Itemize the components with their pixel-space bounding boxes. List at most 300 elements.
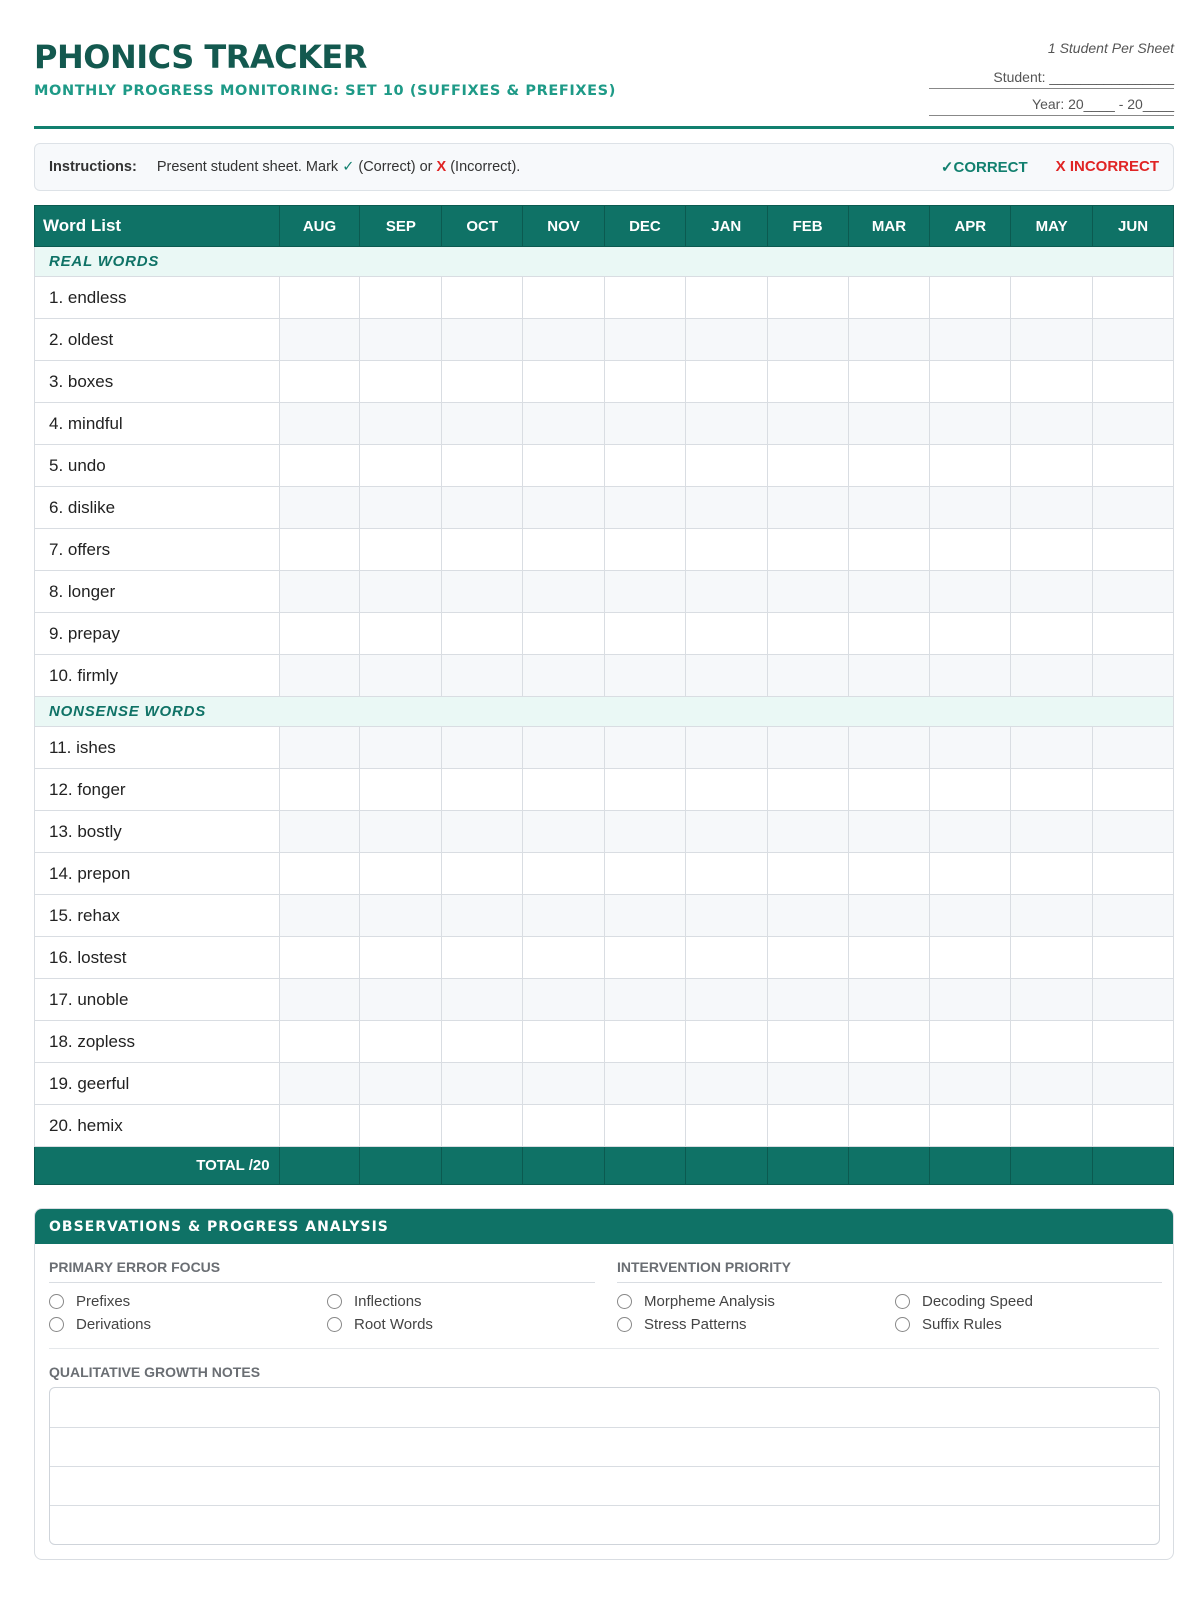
mark-cell-sep[interactable] [360, 571, 442, 613]
mark-cell-may[interactable] [1011, 445, 1093, 487]
table-row [35, 613, 1174, 655]
table-row [35, 1063, 1174, 1105]
mark-cell-aug[interactable] [279, 613, 360, 655]
word-cell: 12. fonger [35, 769, 280, 811]
mark-cell-may[interactable] [1011, 487, 1093, 529]
mark-cell-apr[interactable] [930, 811, 1011, 853]
mark-cell-jun[interactable] [1093, 361, 1174, 403]
mark-cell-aug[interactable] [279, 487, 360, 529]
mark-cell-jan[interactable] [685, 487, 767, 529]
option-label: Stress Patterns [644, 1316, 747, 1333]
table-row [35, 979, 1174, 1021]
month-header-nov: NOV [523, 206, 605, 247]
mark-cell-apr[interactable] [930, 937, 1011, 979]
mark-cell-nov[interactable] [523, 613, 605, 655]
mark-cell-dec[interactable] [604, 403, 685, 445]
mark-cell-mar[interactable] [848, 571, 930, 613]
mark-cell-jun[interactable] [1093, 979, 1174, 1021]
mark-cell-mar[interactable] [848, 361, 930, 403]
mark-cell-may[interactable] [1011, 319, 1093, 361]
option-label: Inflections [354, 1293, 422, 1310]
mark-cell-aug[interactable] [279, 319, 360, 361]
mark-cell-feb[interactable] [767, 613, 848, 655]
mark-cell-jan[interactable] [685, 979, 767, 1021]
mark-cell-dec[interactable] [604, 895, 685, 937]
radio-icon[interactable] [617, 1317, 632, 1332]
table-row [35, 319, 1174, 361]
mark-cell-apr[interactable] [930, 979, 1011, 1021]
mark-cell-mar[interactable] [848, 769, 930, 811]
mark-cell-mar[interactable] [848, 655, 930, 697]
mark-cell-jan[interactable] [685, 571, 767, 613]
mark-cell-nov[interactable] [523, 571, 605, 613]
mark-cell-sep[interactable] [360, 361, 442, 403]
mark-cell-jun[interactable] [1093, 937, 1174, 979]
mark-cell-jun[interactable] [1093, 529, 1174, 571]
mark-cell-mar[interactable] [848, 445, 930, 487]
mark-cell-feb[interactable] [767, 769, 848, 811]
mark-cell-feb[interactable] [767, 487, 848, 529]
mark-cell-mar[interactable] [848, 319, 930, 361]
mark-cell-jun[interactable] [1093, 769, 1174, 811]
mark-cell-apr[interactable] [930, 445, 1011, 487]
mark-cell-dec[interactable] [604, 529, 685, 571]
mark-cell-oct[interactable] [442, 403, 523, 445]
mark-legend [941, 158, 1159, 176]
mark-cell-sep[interactable] [360, 655, 442, 697]
mark-cell-sep[interactable] [360, 613, 442, 655]
table-row [35, 1105, 1174, 1147]
total-cell-mar[interactable] [848, 1147, 930, 1185]
table-row [35, 727, 1174, 769]
mark-cell-apr[interactable] [930, 319, 1011, 361]
mark-cell-mar[interactable] [848, 487, 930, 529]
mark-cell-jan[interactable] [685, 1063, 767, 1105]
mark-cell-nov[interactable] [523, 487, 605, 529]
mark-cell-oct[interactable] [442, 811, 523, 853]
mark-cell-nov[interactable] [523, 979, 605, 1021]
total-cell-feb[interactable] [767, 1147, 848, 1185]
mark-cell-jun[interactable] [1093, 571, 1174, 613]
month-header-may: MAY [1011, 206, 1093, 247]
mark-cell-apr[interactable] [930, 571, 1011, 613]
mark-cell-dec[interactable] [604, 655, 685, 697]
mark-cell-apr[interactable] [930, 895, 1011, 937]
mark-cell-sep[interactable] [360, 487, 442, 529]
mark-cell-apr[interactable] [930, 403, 1011, 445]
mark-cell-feb[interactable] [767, 1021, 848, 1063]
mark-cell-aug[interactable] [279, 361, 360, 403]
mark-cell-oct[interactable] [442, 613, 523, 655]
mark-cell-oct[interactable] [442, 1021, 523, 1063]
mark-cell-oct[interactable] [442, 853, 523, 895]
mark-cell-may[interactable] [1011, 1105, 1093, 1147]
legend-incorrect: X INCORRECT [1055, 158, 1159, 175]
word-cell: 13. bostly [35, 811, 280, 853]
mark-cell-sep[interactable] [360, 769, 442, 811]
mark-cell-jun[interactable] [1093, 811, 1174, 853]
word-cell: 3. boxes [35, 361, 280, 403]
mark-cell-sep[interactable] [360, 445, 442, 487]
mark-cell-feb[interactable] [767, 853, 848, 895]
mark-cell-aug[interactable] [279, 277, 360, 319]
instructions-box [34, 143, 1174, 191]
mark-cell-apr[interactable] [930, 1021, 1011, 1063]
mark-cell-mar[interactable] [848, 811, 930, 853]
mark-cell-aug[interactable] [279, 445, 360, 487]
mark-cell-jun[interactable] [1093, 853, 1174, 895]
mark-cell-mar[interactable] [848, 1021, 930, 1063]
mark-cell-may[interactable] [1011, 403, 1093, 445]
total-cell-jan[interactable] [685, 1147, 767, 1185]
mark-cell-may[interactable] [1011, 571, 1093, 613]
mark-cell-dec[interactable] [604, 445, 685, 487]
mark-cell-mar[interactable] [848, 1063, 930, 1105]
mark-cell-jun[interactable] [1093, 445, 1174, 487]
mark-cell-may[interactable] [1011, 613, 1093, 655]
mark-cell-apr[interactable] [930, 1105, 1011, 1147]
mark-cell-may[interactable] [1011, 1021, 1093, 1063]
mark-cell-jan[interactable] [685, 853, 767, 895]
mark-cell-feb[interactable] [767, 895, 848, 937]
mark-cell-nov[interactable] [523, 1105, 605, 1147]
mark-cell-may[interactable] [1011, 895, 1093, 937]
notes-line [50, 1466, 1159, 1467]
mark-cell-oct[interactable] [442, 655, 523, 697]
total-label: TOTAL /20 [35, 1147, 280, 1185]
mark-cell-dec[interactable] [604, 277, 685, 319]
mark-cell-feb[interactable] [767, 571, 848, 613]
mark-cell-may[interactable] [1011, 361, 1093, 403]
total-cell-sep[interactable] [360, 1147, 442, 1185]
mark-cell-mar[interactable] [848, 613, 930, 655]
mark-cell-nov[interactable] [523, 895, 605, 937]
mark-cell-dec[interactable] [604, 1021, 685, 1063]
word-cell: 20. hemix [35, 1105, 280, 1147]
table-row [35, 895, 1174, 937]
mark-cell-dec[interactable] [604, 979, 685, 1021]
mark-cell-feb[interactable] [767, 1105, 848, 1147]
mark-cell-jan[interactable] [685, 277, 767, 319]
page-title: PHONICS TRACKER [34, 38, 367, 76]
table-row [35, 487, 1174, 529]
mark-cell-nov[interactable] [523, 937, 605, 979]
mark-cell-apr[interactable] [930, 853, 1011, 895]
mark-cell-jun[interactable] [1093, 613, 1174, 655]
mark-cell-jun[interactable] [1093, 1105, 1174, 1147]
mark-cell-dec[interactable] [604, 853, 685, 895]
mark-cell-oct[interactable] [442, 979, 523, 1021]
mark-cell-may[interactable] [1011, 979, 1093, 1021]
mark-cell-feb[interactable] [767, 403, 848, 445]
notes-line [50, 1427, 1159, 1428]
mark-cell-oct[interactable] [442, 277, 523, 319]
mark-cell-nov[interactable] [523, 319, 605, 361]
mark-cell-feb[interactable] [767, 655, 848, 697]
mark-cell-may[interactable] [1011, 277, 1093, 319]
mark-cell-sep[interactable] [360, 853, 442, 895]
mark-cell-may[interactable] [1011, 727, 1093, 769]
mark-cell-oct[interactable] [442, 361, 523, 403]
mark-cell-jan[interactable] [685, 445, 767, 487]
mark-cell-feb[interactable] [767, 1063, 848, 1105]
mark-cell-may[interactable] [1011, 811, 1093, 853]
mark-cell-may[interactable] [1011, 769, 1093, 811]
word-cell: 6. dislike [35, 487, 280, 529]
mark-cell-feb[interactable] [767, 529, 848, 571]
mark-cell-sep[interactable] [360, 403, 442, 445]
mark-cell-aug[interactable] [279, 571, 360, 613]
mark-cell-oct[interactable] [442, 769, 523, 811]
mark-cell-nov[interactable] [523, 811, 605, 853]
mark-cell-dec[interactable] [604, 727, 685, 769]
mark-cell-sep[interactable] [360, 1105, 442, 1147]
mark-cell-jan[interactable] [685, 319, 767, 361]
mark-cell-sep[interactable] [360, 277, 442, 319]
radio-icon[interactable] [49, 1317, 64, 1332]
month-header-dec: DEC [604, 206, 685, 247]
mark-cell-sep[interactable] [360, 937, 442, 979]
option-prefixes[interactable] [49, 1293, 327, 1310]
option-suffix-rules[interactable] [895, 1316, 1165, 1333]
mark-cell-aug[interactable] [279, 1063, 360, 1105]
mark-cell-dec[interactable] [604, 1063, 685, 1105]
mark-cell-jun[interactable] [1093, 1021, 1174, 1063]
radio-icon[interactable] [49, 1294, 64, 1309]
mark-cell-sep[interactable] [360, 1063, 442, 1105]
student-name-field[interactable]: Student: ________________ [929, 62, 1174, 89]
mark-cell-aug[interactable] [279, 769, 360, 811]
word-cell: 16. lostest [35, 937, 280, 979]
table-row [35, 853, 1174, 895]
notes-line [50, 1505, 1159, 1506]
check-mark-icon: ✓ [342, 159, 355, 175]
section-label: REAL WORDS [35, 247, 1174, 277]
mark-cell-jun[interactable] [1093, 1063, 1174, 1105]
section-row [35, 697, 1174, 727]
total-cell-apr[interactable] [930, 1147, 1011, 1185]
mark-cell-dec[interactable] [604, 319, 685, 361]
table-row [35, 811, 1174, 853]
mark-cell-dec[interactable] [604, 1105, 685, 1147]
mark-cell-aug[interactable] [279, 529, 360, 571]
mark-cell-aug[interactable] [279, 1105, 360, 1147]
mark-cell-apr[interactable] [930, 529, 1011, 571]
mark-cell-jan[interactable] [685, 811, 767, 853]
table-header-row [35, 206, 1174, 247]
mark-cell-dec[interactable] [604, 571, 685, 613]
total-cell-dec[interactable] [604, 1147, 685, 1185]
mark-cell-mar[interactable] [848, 853, 930, 895]
mark-cell-mar[interactable] [848, 403, 930, 445]
option-root-words[interactable] [327, 1316, 597, 1333]
observations-panel [34, 1208, 1174, 1560]
mark-cell-jan[interactable] [685, 769, 767, 811]
mark-cell-nov[interactable] [523, 445, 605, 487]
mark-cell-aug[interactable] [279, 895, 360, 937]
mark-cell-feb[interactable] [767, 319, 848, 361]
mark-cell-oct[interactable] [442, 727, 523, 769]
page-subtitle: MONTHLY PROGRESS MONITORING: SET 10 (SUFFIXES & PREFIXES) [34, 83, 616, 99]
mark-cell-oct[interactable] [442, 937, 523, 979]
mark-cell-oct[interactable] [442, 529, 523, 571]
mark-cell-sep[interactable] [360, 895, 442, 937]
option-label: Prefixes [76, 1293, 131, 1310]
mark-cell-nov[interactable] [523, 655, 605, 697]
month-header-jan: JAN [685, 206, 767, 247]
mark-cell-sep[interactable] [360, 1021, 442, 1063]
word-cell: 10. firmly [35, 655, 280, 697]
mark-cell-nov[interactable] [523, 1063, 605, 1105]
mark-cell-apr[interactable] [930, 277, 1011, 319]
mark-cell-jan[interactable] [685, 895, 767, 937]
month-header-sep: SEP [360, 206, 442, 247]
mark-cell-sep[interactable] [360, 529, 442, 571]
mark-cell-oct[interactable] [442, 319, 523, 361]
mark-cell-mar[interactable] [848, 529, 930, 571]
mark-cell-oct[interactable] [442, 571, 523, 613]
mark-cell-oct[interactable] [442, 895, 523, 937]
mark-cell-feb[interactable] [767, 361, 848, 403]
mark-cell-jan[interactable] [685, 1105, 767, 1147]
mark-cell-nov[interactable] [523, 361, 605, 403]
mark-cell-apr[interactable] [930, 361, 1011, 403]
option-label: Root Words [354, 1316, 433, 1333]
per-sheet-note: 1 Student Per Sheet [1047, 40, 1174, 56]
mark-cell-aug[interactable] [279, 811, 360, 853]
mark-cell-sep[interactable] [360, 811, 442, 853]
mark-cell-jan[interactable] [685, 403, 767, 445]
mark-cell-jun[interactable] [1093, 487, 1174, 529]
mark-cell-mar[interactable] [848, 937, 930, 979]
mark-cell-oct[interactable] [442, 1063, 523, 1105]
mark-cell-jan[interactable] [685, 655, 767, 697]
option-morpheme-analysis[interactable] [617, 1293, 895, 1310]
mark-cell-sep[interactable] [360, 727, 442, 769]
mark-cell-feb[interactable] [767, 979, 848, 1021]
radio-icon[interactable] [327, 1317, 342, 1332]
mark-cell-aug[interactable] [279, 937, 360, 979]
mark-cell-oct[interactable] [442, 445, 523, 487]
mark-cell-apr[interactable] [930, 1063, 1011, 1105]
option-decoding-speed[interactable] [895, 1293, 1165, 1310]
mark-cell-mar[interactable] [848, 727, 930, 769]
mark-cell-jan[interactable] [685, 1021, 767, 1063]
mark-cell-jun[interactable] [1093, 895, 1174, 937]
mark-cell-dec[interactable] [604, 361, 685, 403]
mark-cell-jun[interactable] [1093, 277, 1174, 319]
mark-cell-jan[interactable] [685, 937, 767, 979]
radio-icon[interactable] [327, 1294, 342, 1309]
table-row [35, 571, 1174, 613]
mark-cell-may[interactable] [1011, 937, 1093, 979]
mark-cell-jun[interactable] [1093, 403, 1174, 445]
mark-cell-aug[interactable] [279, 727, 360, 769]
mark-cell-oct[interactable] [442, 1105, 523, 1147]
mark-cell-dec[interactable] [604, 487, 685, 529]
mark-cell-may[interactable] [1011, 655, 1093, 697]
intervention-label: INTERVENTION PRIORITY [617, 1259, 1162, 1283]
total-cell-jun[interactable] [1093, 1147, 1174, 1185]
mark-cell-apr[interactable] [930, 769, 1011, 811]
mark-cell-mar[interactable] [848, 1105, 930, 1147]
option-inflections[interactable] [327, 1293, 597, 1310]
mark-cell-nov[interactable] [523, 529, 605, 571]
total-cell-may[interactable] [1011, 1147, 1093, 1185]
mark-cell-nov[interactable] [523, 727, 605, 769]
mark-cell-may[interactable] [1011, 1063, 1093, 1105]
mark-cell-aug[interactable] [279, 853, 360, 895]
mark-cell-may[interactable] [1011, 853, 1093, 895]
option-derivations[interactable] [49, 1316, 327, 1333]
radio-icon[interactable] [895, 1294, 910, 1309]
word-cell: 11. ishes [35, 727, 280, 769]
word-cell: 7. offers [35, 529, 280, 571]
mark-cell-aug[interactable] [279, 655, 360, 697]
total-cell-oct[interactable] [442, 1147, 523, 1185]
mark-cell-aug[interactable] [279, 1021, 360, 1063]
mark-cell-sep[interactable] [360, 979, 442, 1021]
mark-cell-feb[interactable] [767, 727, 848, 769]
mark-cell-jan[interactable] [685, 613, 767, 655]
word-cell: 4. mindful [35, 403, 280, 445]
total-cell-aug[interactable] [279, 1147, 360, 1185]
mark-cell-nov[interactable] [523, 403, 605, 445]
mark-cell-apr[interactable] [930, 655, 1011, 697]
mark-cell-jan[interactable] [685, 529, 767, 571]
mark-cell-nov[interactable] [523, 277, 605, 319]
mark-cell-jan[interactable] [685, 361, 767, 403]
mark-cell-dec[interactable] [604, 937, 685, 979]
mark-cell-apr[interactable] [930, 727, 1011, 769]
mark-cell-apr[interactable] [930, 613, 1011, 655]
mark-cell-nov[interactable] [523, 1021, 605, 1063]
option-stress-patterns[interactable] [617, 1316, 895, 1333]
mark-cell-mar[interactable] [848, 277, 930, 319]
mark-cell-mar[interactable] [848, 979, 930, 1021]
radio-icon[interactable] [895, 1317, 910, 1332]
radio-icon[interactable] [617, 1294, 632, 1309]
growth-notes-area[interactable] [49, 1387, 1160, 1545]
notes-label: QUALITATIVE GROWTH NOTES [49, 1364, 261, 1380]
mark-cell-oct[interactable] [442, 487, 523, 529]
option-label: Suffix Rules [922, 1316, 1002, 1333]
word-cell: 1. endless [35, 277, 280, 319]
mark-cell-aug[interactable] [279, 979, 360, 1021]
mark-cell-dec[interactable] [604, 769, 685, 811]
mark-cell-nov[interactable] [523, 769, 605, 811]
mark-cell-jan[interactable] [685, 727, 767, 769]
mark-cell-apr[interactable] [930, 487, 1011, 529]
mark-cell-dec[interactable] [604, 811, 685, 853]
school-year-field[interactable]: Year: 20____ - 20____ [929, 89, 1174, 116]
mark-cell-dec[interactable] [604, 613, 685, 655]
mark-cell-mar[interactable] [848, 895, 930, 937]
mark-cell-sep[interactable] [360, 319, 442, 361]
total-cell-nov[interactable] [523, 1147, 605, 1185]
mark-cell-may[interactable] [1011, 529, 1093, 571]
mark-cell-feb[interactable] [767, 937, 848, 979]
mark-cell-nov[interactable] [523, 853, 605, 895]
mark-cell-jun[interactable] [1093, 319, 1174, 361]
mark-cell-aug[interactable] [279, 403, 360, 445]
mark-cell-jun[interactable] [1093, 655, 1174, 697]
mark-cell-feb[interactable] [767, 277, 848, 319]
mark-cell-feb[interactable] [767, 811, 848, 853]
mark-cell-jun[interactable] [1093, 727, 1174, 769]
error-focus-section [49, 1259, 595, 1333]
mark-cell-feb[interactable] [767, 445, 848, 487]
